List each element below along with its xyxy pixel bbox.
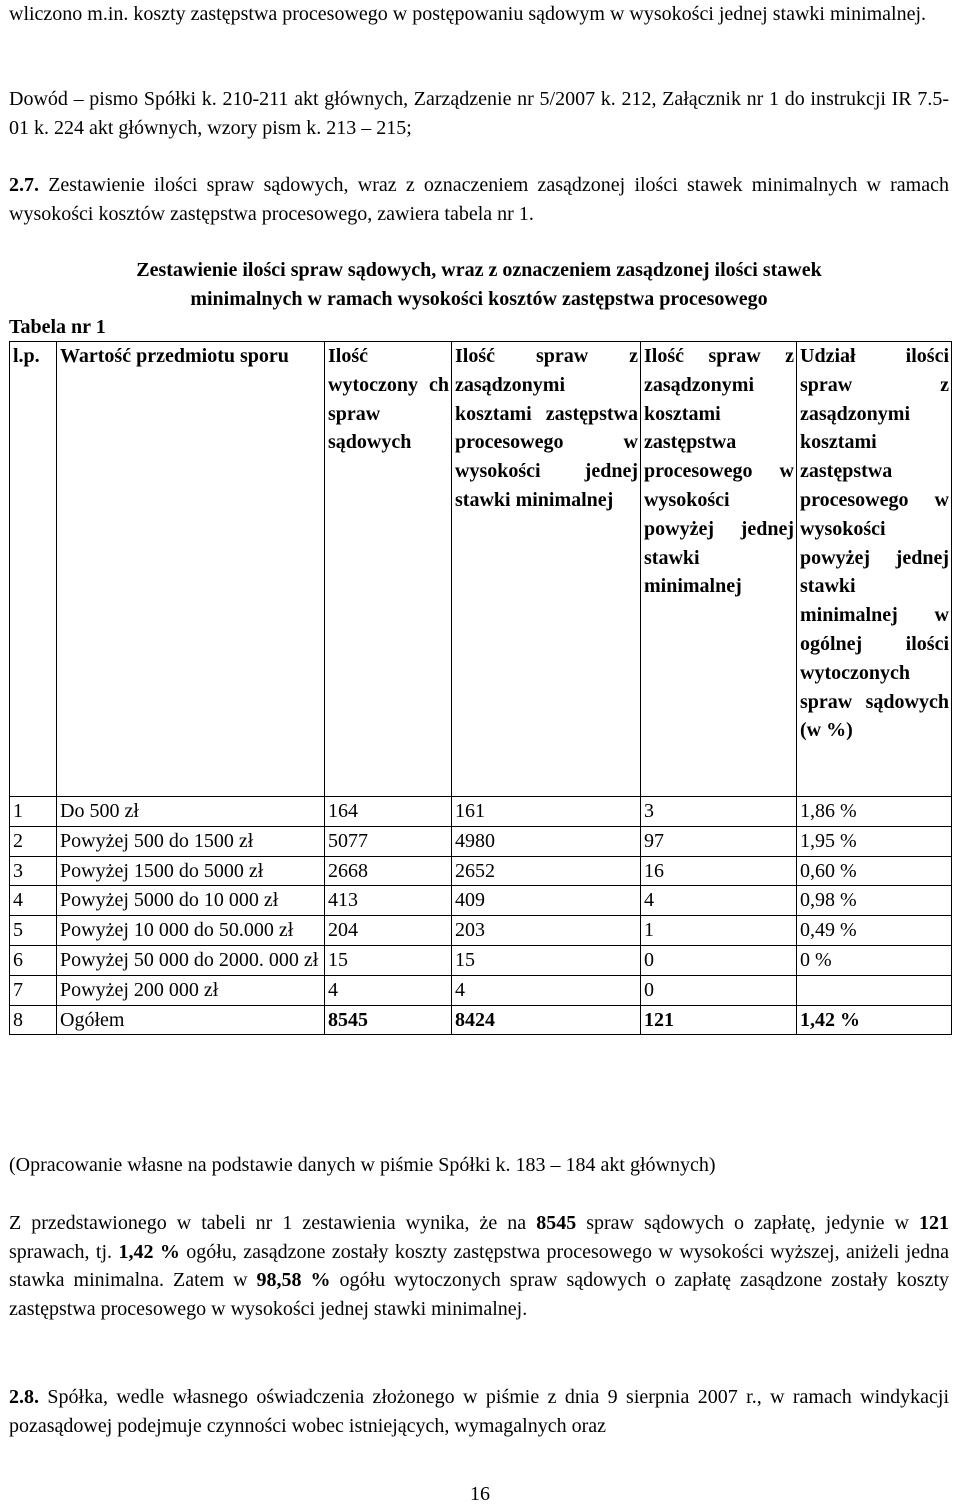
cell-share bbox=[797, 975, 952, 1005]
cell-lp: 3 bbox=[10, 856, 57, 886]
table-heading bbox=[9, 256, 949, 313]
cell-value: Ogółem bbox=[57, 1005, 325, 1035]
cell-filed: 413 bbox=[325, 886, 452, 916]
cell-lp: 8 bbox=[10, 1005, 57, 1035]
table-header-row bbox=[10, 342, 952, 797]
cell-one-rate: 2652 bbox=[452, 856, 641, 886]
total-cases: 8545 bbox=[536, 1212, 577, 1234]
cell-filed: 204 bbox=[325, 916, 452, 946]
cell-lp: 7 bbox=[10, 975, 57, 1005]
cell-value: Powyżej 1500 do 5000 zł bbox=[57, 856, 325, 886]
cell-above-rate: 1 bbox=[641, 916, 797, 946]
table-body bbox=[10, 797, 952, 1035]
section-2-7-paragraph bbox=[9, 171, 949, 228]
cell-share: 1,42 % bbox=[797, 1005, 952, 1035]
section-number: 2.7. bbox=[9, 174, 39, 196]
table-heading-line-2: minimalnych w ramach wysokości kosztów zastępstwa procesowego bbox=[190, 287, 768, 310]
cell-share: 1,95 % bbox=[797, 826, 952, 856]
table-heading-line-1: Zestawienie ilości spraw sądowych, wraz z oznaczeniem zasądzonej ilości stawek bbox=[136, 259, 822, 281]
cell-lp: 6 bbox=[10, 945, 57, 975]
cell-filed: 4 bbox=[325, 975, 452, 1005]
cell-lp: 5 bbox=[10, 916, 57, 946]
cell-filed: 8545 bbox=[325, 1005, 452, 1035]
table-row bbox=[10, 975, 952, 1005]
table-row bbox=[10, 945, 952, 975]
table-row bbox=[10, 916, 952, 946]
cell-filed: 15 bbox=[325, 945, 452, 975]
cell-above-rate: 97 bbox=[641, 826, 797, 856]
cases-table bbox=[9, 341, 952, 1035]
cell-share: 0,60 % bbox=[797, 856, 952, 886]
cell-one-rate: 409 bbox=[452, 886, 641, 916]
cell-one-rate: 8424 bbox=[452, 1005, 641, 1035]
section-2-8-paragraph bbox=[9, 1383, 949, 1440]
cell-one-rate: 203 bbox=[452, 916, 641, 946]
conclusion-paragraph: Z przedstawionego w tabeli nr 1 zestawienia wynika, że na 8545 spraw sądowych o zapłatę, jedynie w 121 sprawach, tj. 1,42 % ogółu, zasądzone zostały koszty zastępstwa procesowego w wysokości wyższej, aniżeli jedna stawka minimalna. Zatem w 98,58 % ogółu wytoczonych spraw sądowych o zapłatę zasądzone zostały koszty zastępstwa procesowego w wysokości jednej stawki minimalnej. bbox=[9, 1212, 950, 1320]
header-share: Udział ilości spraw z zasądzonymi kosztami zastępstwa procesowego w wysokości powyżej jednej stawki minimalnej w ogólnej ilości wytoczonych spraw sądowych (w %) bbox=[797, 342, 952, 797]
cell-lp: 2 bbox=[10, 826, 57, 856]
cell-one-rate: 161 bbox=[452, 797, 641, 827]
source-note: (Opracowanie własne na podstawie danych w piśmie Spółki k. 183 – 184 akt głównych) bbox=[9, 1154, 716, 1176]
cell-above-rate: 0 bbox=[641, 975, 797, 1005]
header-lp: l.p. bbox=[10, 342, 57, 797]
cell-one-rate: 4980 bbox=[452, 826, 641, 856]
cell-share: 0,98 % bbox=[797, 886, 952, 916]
cell-above-rate: 3 bbox=[641, 797, 797, 827]
section-number: 2.8. bbox=[9, 1386, 39, 1408]
cell-filed: 5077 bbox=[325, 826, 452, 856]
cell-lp: 4 bbox=[10, 886, 57, 916]
cell-one-rate: 4 bbox=[452, 975, 641, 1005]
table-caption: Tabela nr 1 bbox=[9, 316, 106, 338]
cell-filed: 2668 bbox=[325, 856, 452, 886]
cell-share: 0,49 % bbox=[797, 916, 952, 946]
evidence-paragraph: Dowód – pismo Spółki k. 210-211 akt głównych, Zarządzenie nr 5/2007 k. 212, Załącznik nr 1 do instrukcji IR 7.5-01 k. 224 akt głównych, wzory pism k. 213 – 215; bbox=[9, 88, 949, 139]
intro-paragraph-1: wliczono m.in. koszty zastępstwa procesowego w postępowaniu sądowym w wysokości jednej stawki minimalnej. bbox=[9, 3, 927, 25]
page-number: 16 bbox=[470, 1483, 490, 1505]
cell-one-rate: 15 bbox=[452, 945, 641, 975]
cell-value: Powyżej 200 000 zł bbox=[57, 975, 325, 1005]
cell-lp: 1 bbox=[10, 797, 57, 827]
cell-filed: 164 bbox=[325, 797, 452, 827]
section-text: Zestawienie ilości spraw sądowych, wraz z oznaczeniem zasądzonej ilości stawek minimalnych w ramach wysokości kosztów zastępstwa procesowego, zawiera tabela nr 1. bbox=[9, 174, 949, 225]
header-above-rate: Ilość spraw z zasądzonymi kosztami zastępstwa procesowego w wysokości powyżej jednej stawki minimalnej bbox=[641, 342, 797, 797]
cell-value: Powyżej 50 000 do 2000. 000 zł bbox=[57, 945, 325, 975]
cell-above-rate: 4 bbox=[641, 886, 797, 916]
cell-above-rate: 121 bbox=[641, 1005, 797, 1035]
above-rate-cases: 121 bbox=[919, 1212, 949, 1234]
cell-share: 0 % bbox=[797, 945, 952, 975]
cell-share: 1,86 % bbox=[797, 797, 952, 827]
table-row bbox=[10, 826, 952, 856]
header-value: Wartość przedmiotu sporu bbox=[57, 342, 325, 797]
cell-value: Powyżej 10 000 do 50.000 zł bbox=[57, 916, 325, 946]
table-row bbox=[10, 886, 952, 916]
cell-value: Powyżej 5000 do 10 000 zł bbox=[57, 886, 325, 916]
one-rate-share: 98,58 % bbox=[256, 1269, 331, 1291]
table-row bbox=[10, 797, 952, 827]
above-rate-share: 1,42 % bbox=[118, 1240, 180, 1263]
header-one-rate: Ilość spraw z zasądzonymi kosztami zastępstwa procesowego w wysokości jednej stawki minimalnej bbox=[452, 342, 641, 797]
cell-value: Do 500 zł bbox=[57, 797, 325, 827]
section-text: Spółka, wedle własnego oświadczenia złożonego w piśmie z dnia 9 sierpnia 2007 r., w ramach windykacji pozasądowej podejmuje czynności wobec istniejących, wymagalnych oraz bbox=[9, 1386, 949, 1437]
table-total-row bbox=[10, 1005, 952, 1035]
header-filed: Ilość wytoczony ch spraw sądowych bbox=[325, 342, 452, 797]
cell-value: Powyżej 500 do 1500 zł bbox=[57, 826, 325, 856]
table-row bbox=[10, 856, 952, 886]
cell-above-rate: 16 bbox=[641, 856, 797, 886]
cell-above-rate: 0 bbox=[641, 945, 797, 975]
